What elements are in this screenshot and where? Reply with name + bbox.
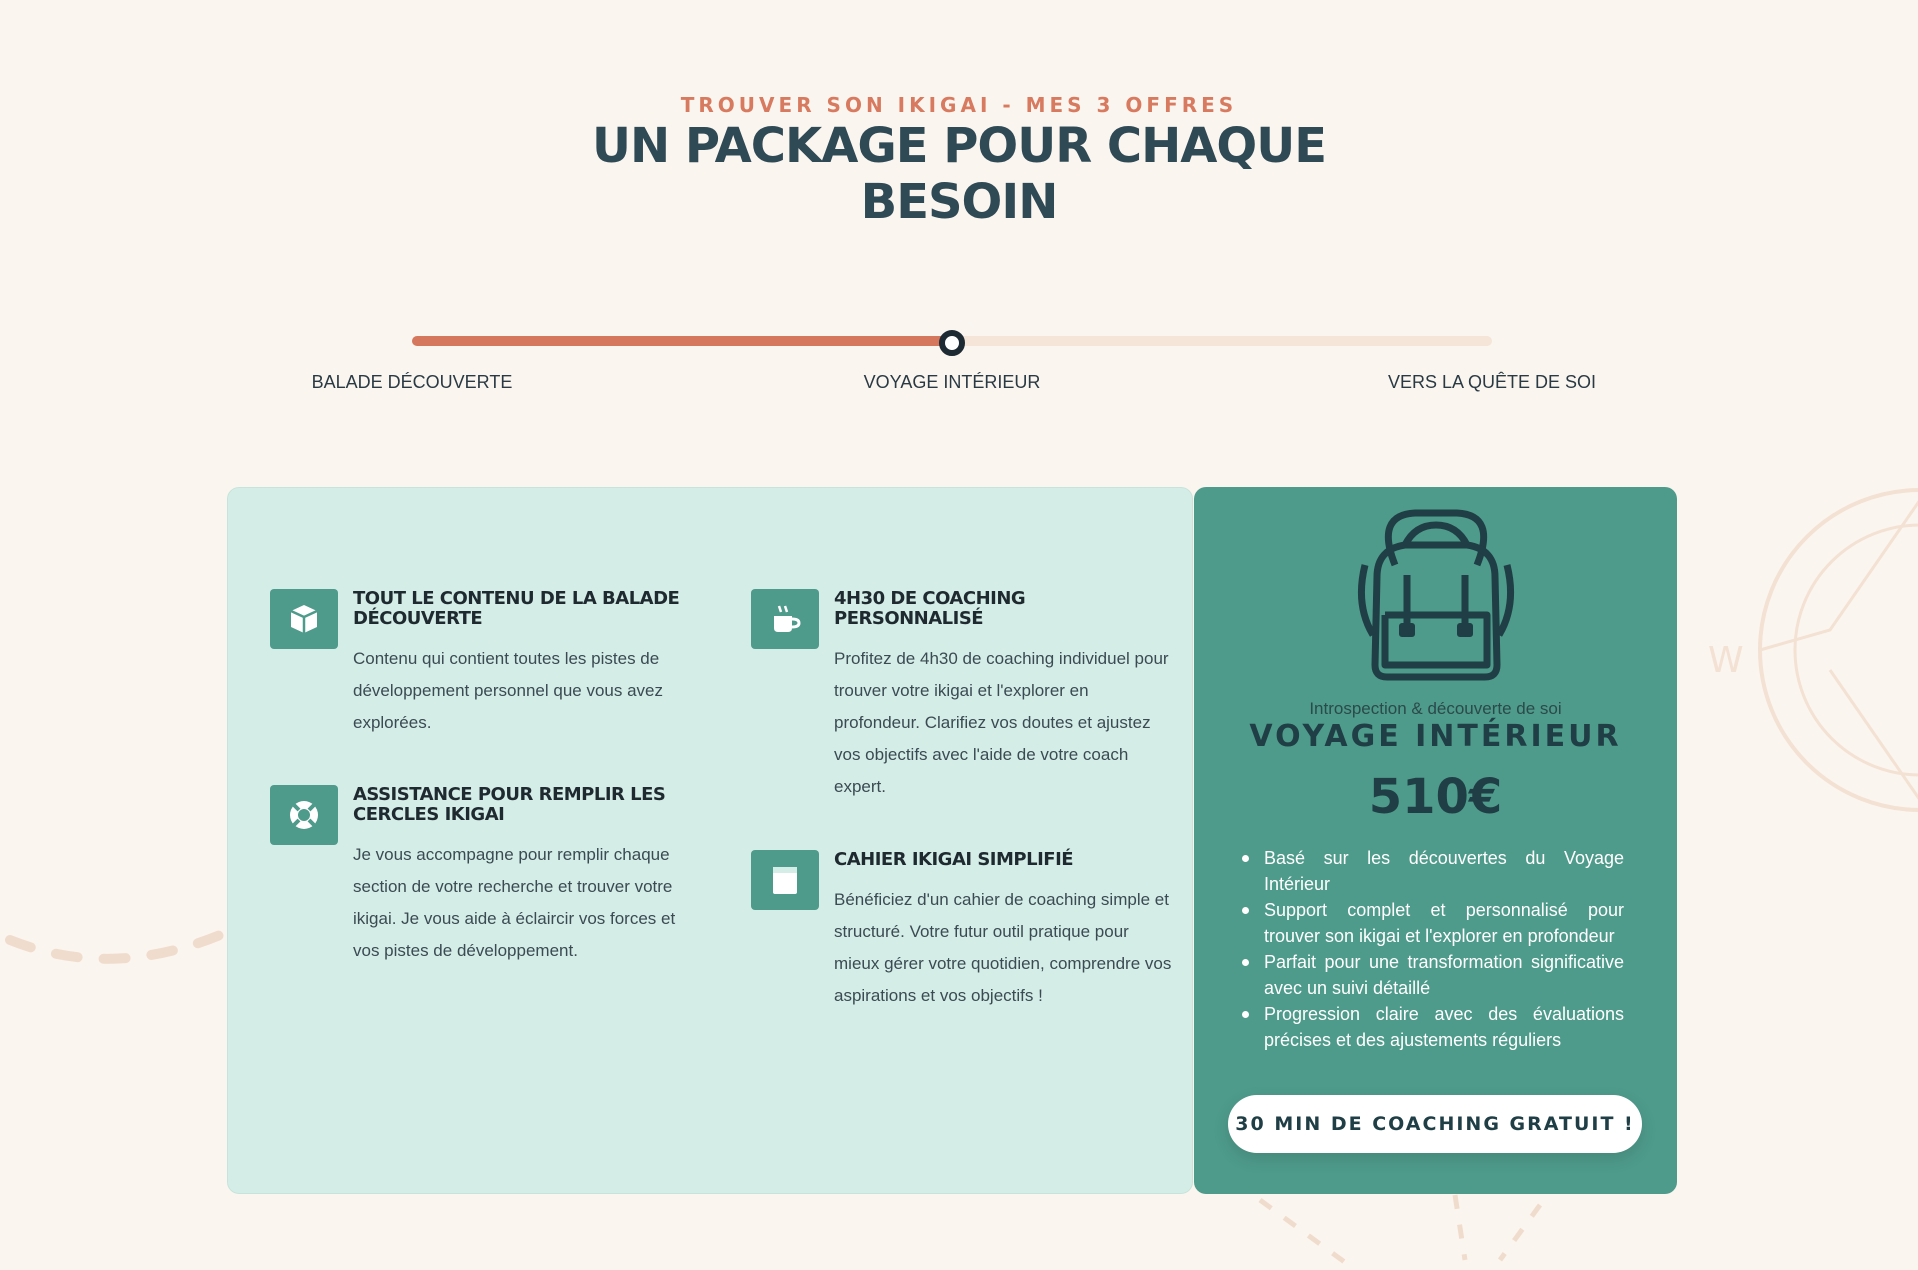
feature-title: CAHIER IKIGAI SIMPLIFIÉ bbox=[834, 849, 1074, 870]
feature-description: Profitez de 4h30 de coaching individuel pour trouver votre ikigai et l'explorer en profondeur. Clarifiez vos doutes et ajustez vos objectifs avec l'aide de votre coach expert. bbox=[834, 649, 1169, 796]
free-coaching-button[interactable]: 30 MIN DE COACHING GRATUIT ! bbox=[1228, 1095, 1642, 1153]
backpack-icon bbox=[1355, 505, 1517, 687]
coffee-icon bbox=[751, 589, 819, 649]
offer-bullet: Parfait pour une transformation significative avec un suivi détaillé bbox=[1264, 949, 1624, 1001]
lifebuoy-icon bbox=[270, 785, 338, 845]
offer-bullet: Progression claire avec des évaluations précises et des ajustements réguliers bbox=[1264, 1001, 1624, 1053]
page-title: UN PACKAGE POUR CHAQUE BESOIN bbox=[592, 118, 1326, 230]
offer-price: 510€ bbox=[1368, 769, 1503, 825]
notebook-icon bbox=[751, 850, 819, 910]
feature-coaching bbox=[834, 589, 1174, 803]
feature-description: Bénéficiez d'un cahier de coaching simple et structuré. Votre futur outil pratique pour mieux gérer votre quotidien, comprendre vos aspirations et vos objectifs ! bbox=[834, 890, 1172, 1005]
offer-name: VOYAGE INTÉRIEUR bbox=[1249, 719, 1622, 754]
compass-letter: W bbox=[1708, 640, 1744, 681]
feature-title: TOUT LE CONTENU DE LA BALADE DÉCOUVERTE bbox=[353, 588, 680, 629]
feature-title: ASSISTANCE POUR REMPLIR LES CERCLES IKIGAI bbox=[353, 784, 666, 825]
slider-label-voyage[interactable]: VOYAGE INTÉRIEUR bbox=[863, 372, 1041, 392]
dashed-lines-decoration bbox=[1240, 1190, 1600, 1270]
offer-bullet: Basé sur les découvertes du Voyage Intérieur bbox=[1264, 845, 1624, 897]
feature-cahier bbox=[834, 850, 1174, 1012]
feature-assistance bbox=[353, 785, 693, 967]
section-eyebrow: TROUVER SON IKIGAI - MES 3 OFFRES bbox=[680, 93, 1238, 117]
offer-card bbox=[1194, 487, 1677, 1194]
feature-description: Je vous accompagne pour remplir chaque section de votre recherche et trouver votre ikigai. Je vous aide à éclaircir vos forces et vos pistes de développement. bbox=[353, 845, 676, 960]
box-icon bbox=[270, 589, 338, 649]
offer-bullet-list bbox=[1264, 845, 1624, 1053]
slider-label-quete[interactable]: VERS LA QUÊTE DE SOI bbox=[1387, 372, 1597, 392]
package-slider-thumb[interactable] bbox=[939, 330, 965, 356]
dashed-trail-decoration bbox=[0, 900, 240, 1020]
package-slider-fill bbox=[412, 336, 952, 346]
feature-title: 4H30 DE COACHING PERSONNALISÉ bbox=[834, 588, 1026, 629]
offer-subtitle: Introspection & découverte de soi bbox=[1309, 699, 1562, 718]
feature-balade-content bbox=[353, 589, 693, 739]
compass-decoration bbox=[1700, 440, 1918, 860]
offer-bullet: Support complet et personnalisé pour trouver son ikigai et l'explorer en profondeur bbox=[1264, 897, 1624, 949]
feature-description: Contenu qui contient toutes les pistes de développement personnel que vous avez explorées. bbox=[353, 649, 663, 732]
slider-label-balade[interactable]: BALADE DÉCOUVERTE bbox=[311, 372, 513, 392]
features-panel bbox=[227, 487, 1193, 1194]
